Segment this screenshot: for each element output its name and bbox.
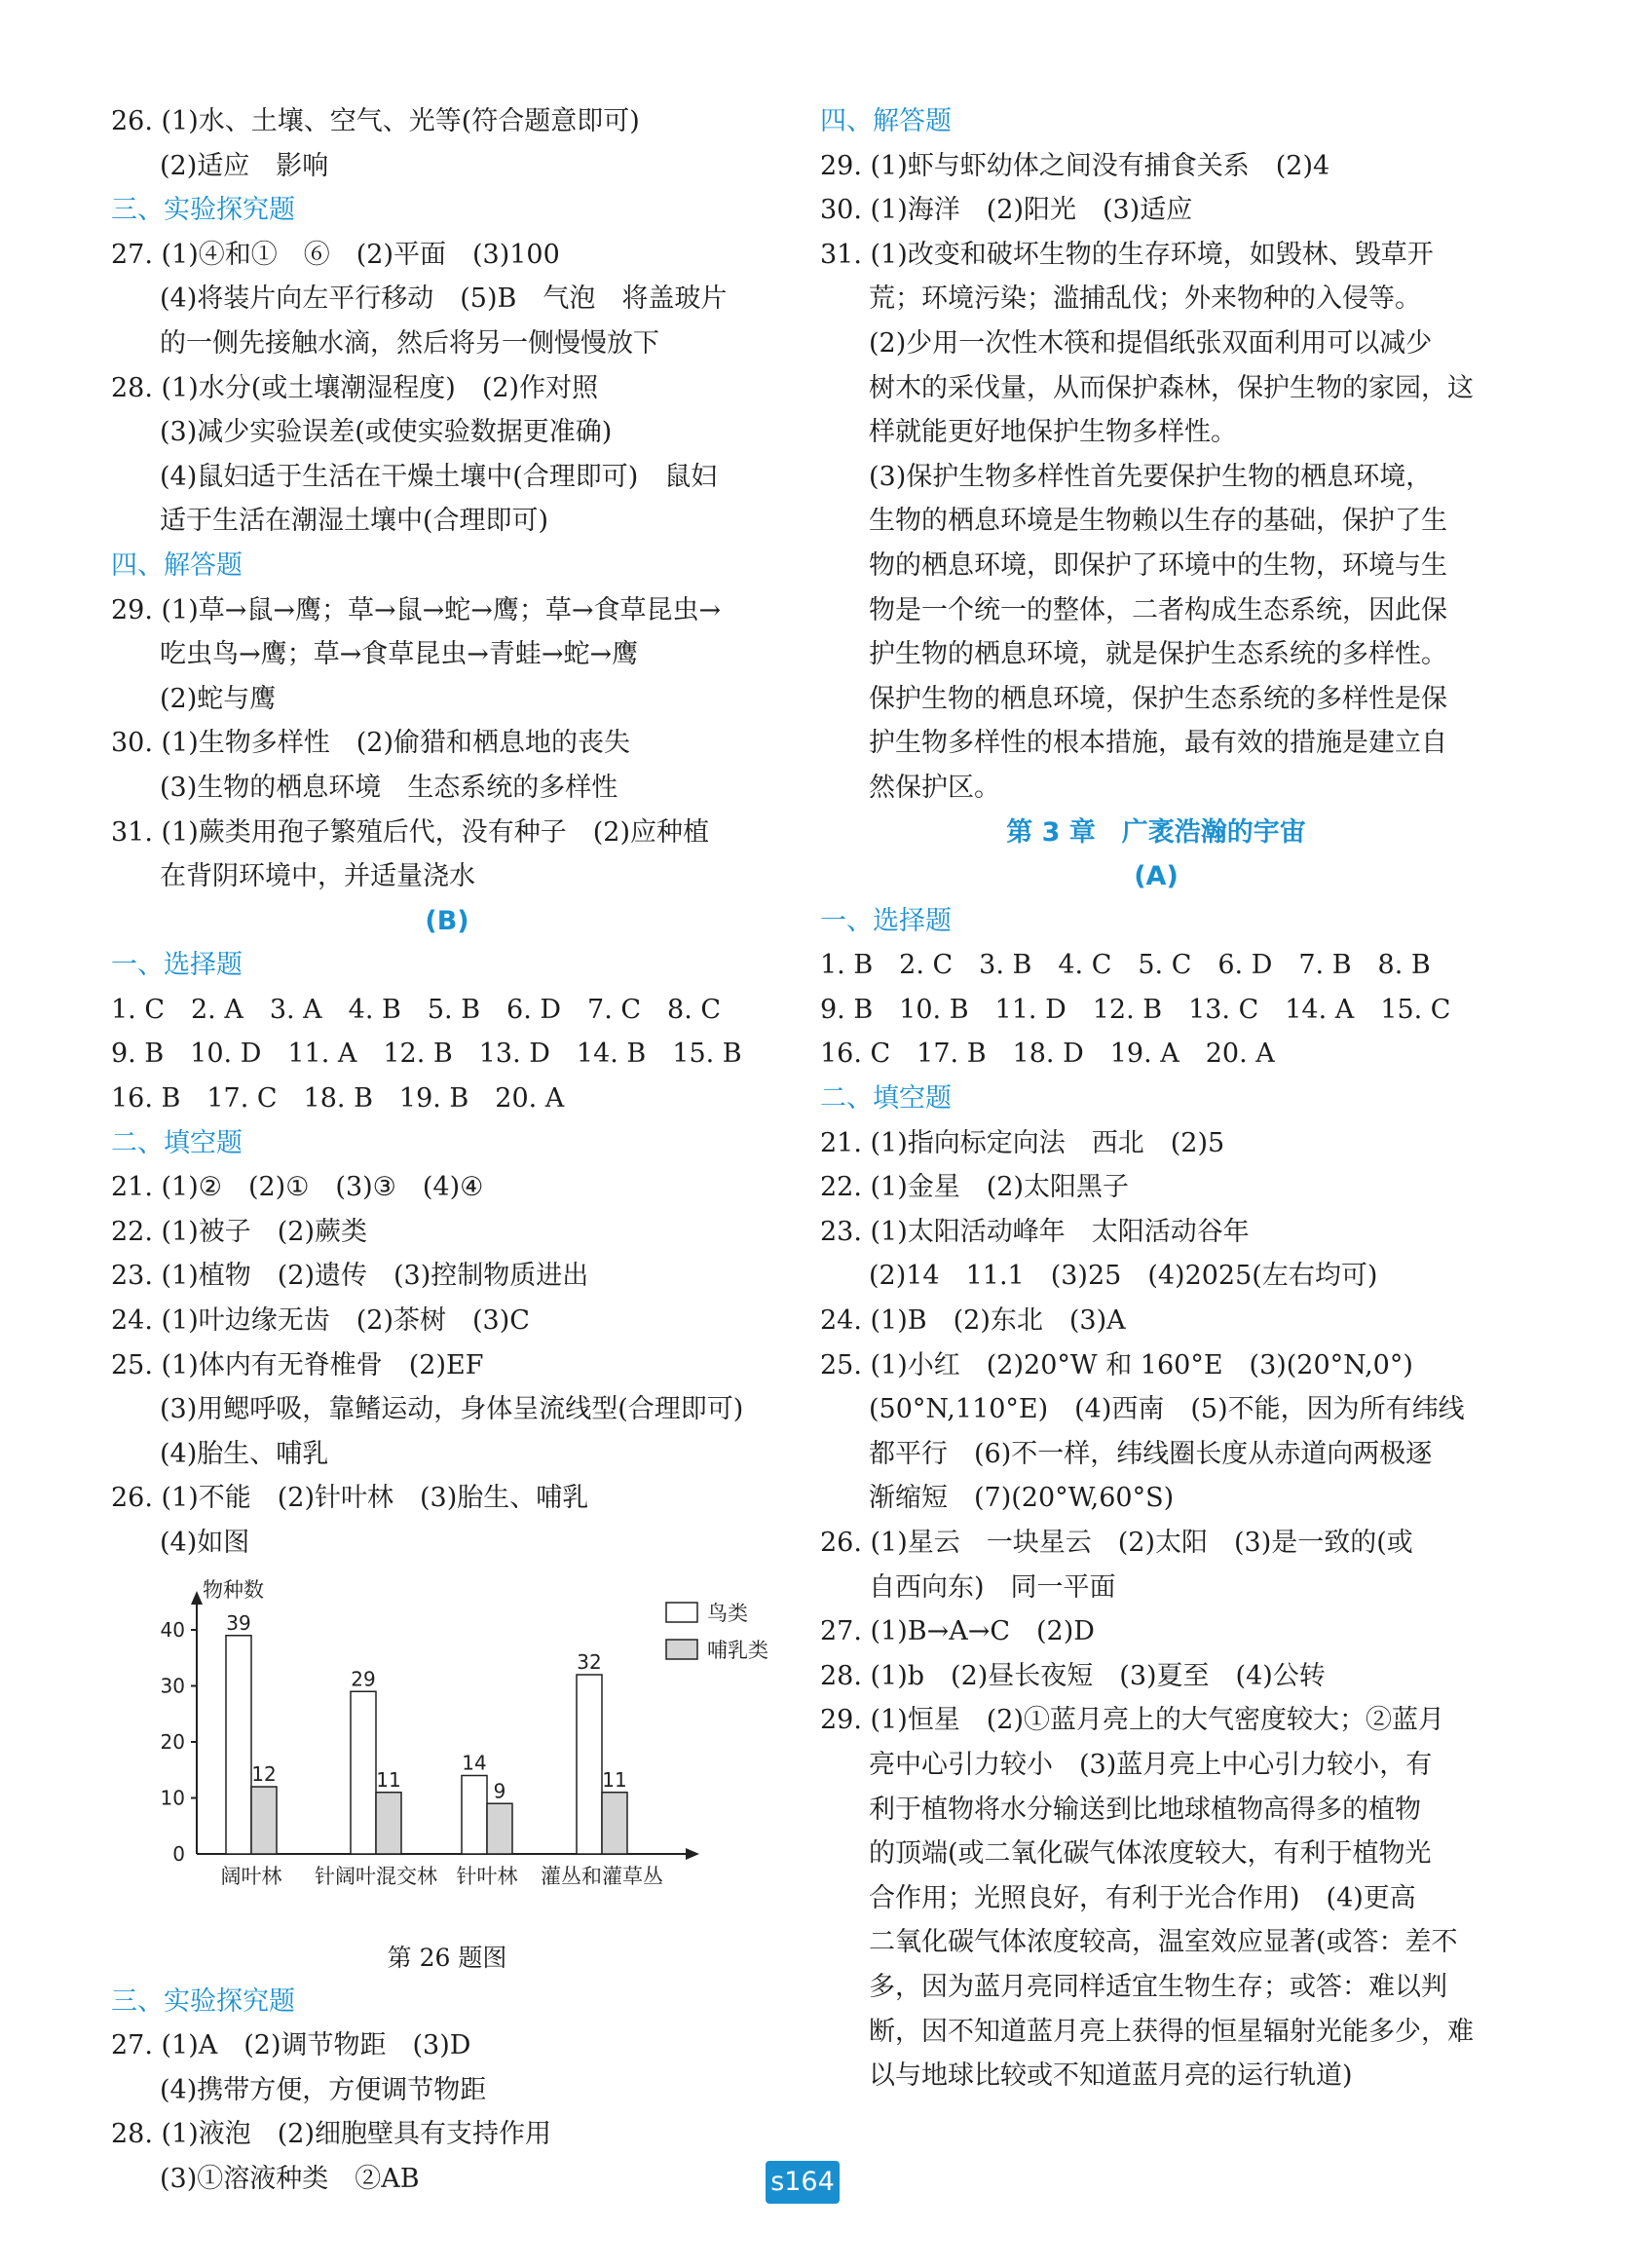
- answer-line: 利于植物将水分输送到比地球植物高得多的植物: [869, 1794, 1421, 1825]
- section-heading: 三、实验探究题: [111, 1985, 295, 2017]
- answer-line: 适于生活在潮湿土壤中(合理即可): [160, 506, 549, 537]
- y-tick-label: 20: [160, 1729, 185, 1754]
- left-answer-lines-after-chart: [111, 1980, 783, 2202]
- bar-bird: [226, 1635, 251, 1853]
- answer-line: 31. (1)改变和破坏生物的生存环境，如毁林、毁草开: [820, 239, 1434, 270]
- answer-line: (3)①溶液种类 ②AB: [160, 2163, 420, 2194]
- answer-line: 28. (1)b (2)昼长夜短 (3)夏至 (4)公转: [820, 1660, 1326, 1691]
- answer-line: 的顶端(或二氧化碳气体浓度较大，有利于植物光: [869, 1838, 1432, 1870]
- answer-line: 27. (1)④和① ⑥ (2)平面 (3)100: [111, 239, 560, 270]
- answer-line: 16. B 17. C 18. B 19. B 20. A: [111, 1083, 565, 1115]
- bar-mammal: [487, 1803, 512, 1854]
- answer-line: (4)携带方便，方便调节物距: [160, 2074, 487, 2105]
- legend-label: 哺乳类: [707, 1638, 768, 1662]
- answer-line: (4)将装片向左平行移动 (5)B 气泡 将盖玻片: [160, 284, 728, 315]
- chapter-heading: (B): [425, 905, 469, 936]
- answer-line: 23. (1)太阳活动峰年 太阳活动谷年: [820, 1216, 1250, 1247]
- answer-line: 27. (1)B→A→C (2)D: [820, 1616, 1095, 1647]
- answer-line: 21. (1)指向标定向法 西北 (2)5: [820, 1127, 1225, 1158]
- answer-line: (2)14 11.1 (3)25 (4)2025(左右均可): [869, 1261, 1378, 1292]
- section-heading: 二、填空题: [820, 1083, 952, 1115]
- chart-caption: 第 26 题图: [387, 1943, 507, 1972]
- answer-line: 样就能更好地保护生物多样性。: [869, 417, 1237, 448]
- bar-mammal: [251, 1787, 277, 1854]
- data-label: 29: [351, 1666, 376, 1690]
- answer-line: 28. (1)水分(或土壤潮湿程度) (2)作对照: [111, 372, 599, 403]
- answer-line: 保护生物的栖息环境，保护生态系统的多样性是保: [869, 683, 1447, 714]
- answer-line: (4)如图: [160, 1528, 250, 1558]
- y-tick-label: 30: [160, 1674, 185, 1698]
- answer-line: (3)保护生物多样性首先要保护生物的栖息环境，: [869, 461, 1433, 492]
- section-heading: 四、解答题: [820, 106, 952, 136]
- chapter-heading: 第 3 章 广袤浩瀚的宇宙: [1006, 816, 1306, 848]
- answer-line: 22. (1)金星 (2)太阳黑子: [820, 1172, 1130, 1203]
- answer-line: 26. (1)水、土壤、空气、光等(符合题意即可): [111, 106, 640, 136]
- bar-bird: [577, 1675, 602, 1854]
- legend-label: 鸟类: [707, 1601, 748, 1625]
- legend-swatch: [666, 1603, 697, 1622]
- answer-line: 断，因不知道蓝月亮上获得的恒星辐射光能多少，难: [869, 2016, 1474, 2047]
- answer-line: 物的栖息环境，即保护了环境中的生物，环境与生: [869, 549, 1447, 581]
- answer-line: 24. (1)B (2)东北 (3)A: [820, 1305, 1126, 1337]
- bar-bird: [462, 1775, 487, 1854]
- answer-line: 荒；环境污染；滥捕乱伐；外来物种的入侵等。: [869, 284, 1421, 315]
- bar-mammal: [602, 1792, 627, 1853]
- answer-line: (4)鼠妇适于生活在干燥土壤中(合理即可) 鼠妇: [160, 461, 718, 492]
- answer-line: 29. (1)恒星 (2)①蓝月亮上的大气密度较大；②蓝月: [820, 1705, 1445, 1736]
- answer-line: 22. (1)被子 (2)蕨类: [111, 1216, 368, 1247]
- answer-line: (4)胎生、哺乳: [160, 1438, 329, 1469]
- data-label: 32: [577, 1649, 602, 1674]
- answer-line: 30. (1)生物多样性 (2)偷猎和栖息地的丧失: [111, 728, 631, 759]
- answer-line: 然保护区。: [869, 772, 1000, 803]
- section-heading: 三、实验探究题: [111, 195, 295, 226]
- y-tick-label: 40: [160, 1617, 185, 1642]
- answer-line: 25. (1)体内有无脊椎骨 (2)EF: [111, 1349, 484, 1380]
- chart-svg: [111, 1566, 783, 1936]
- answer-line: 树木的采伐量，从而保护森林，保护生物的家园，这: [869, 372, 1474, 403]
- y-tick-label: 0: [172, 1841, 185, 1866]
- y-tick-label: 10: [160, 1786, 185, 1810]
- answer-line: (2)少用一次性木筷和提倡纸张双面利用可以减少: [869, 327, 1433, 359]
- answer-line: 二氧化碳气体浓度较高，温室效应显著(或答：差不: [869, 1927, 1458, 1958]
- answer-line: 29. (1)草→鼠→鹰；草→鼠→蛇→鹰；草→食草昆虫→: [111, 594, 722, 625]
- right-column: [820, 99, 1492, 2098]
- answer-line: 9. B 10. D 11. A 12. B 13. D 14. B 15. B: [111, 1039, 742, 1070]
- answer-line: 生物的栖息环境是生物赖以生存的基础，保护了生: [869, 506, 1447, 537]
- answer-line: 25. (1)小红 (2)20°W 和 160°E (3)(20°N,0°): [820, 1349, 1413, 1380]
- category-label: 灌丛和灌草丛: [541, 1864, 663, 1888]
- answer-line: (3)用鳃呼吸，靠鳍运动，身体呈流线型(合理即可): [160, 1394, 744, 1425]
- data-label: 14: [462, 1751, 487, 1775]
- answer-line: 的一侧先接触水滴，然后将另一侧慢慢放下: [160, 327, 659, 359]
- answer-line: 护生物多样性的根本措施，最有效的措施是建立自: [869, 728, 1447, 759]
- answer-line: 21. (1)② (2)① (3)③ (4)④: [111, 1172, 484, 1203]
- answer-line: 31. (1)蕨类用孢子繁殖后代，没有种子 (2)应种植: [111, 816, 710, 848]
- left-column: [111, 99, 783, 2202]
- answer-line: 物是一个统一的整体，二者构成生态系统，因此保: [869, 594, 1447, 625]
- answer-line: (50°N,110°E) (4)西南 (5)不能，因为所有纬线: [869, 1394, 1465, 1425]
- answer-line: 1. B 2. C 3. B 4. C 5. C 6. D 7. B 8. B: [820, 950, 1431, 981]
- section-heading: 四、解答题: [111, 549, 243, 581]
- answer-line: 29. (1)虾与虾幼体之间没有捕食关系 (2)4: [820, 150, 1330, 181]
- answer-line: 16. C 17. B 18. D 19. A 20. A: [820, 1039, 1275, 1070]
- section-heading: 一、选择题: [111, 950, 243, 981]
- answer-line: 30. (1)海洋 (2)阳光 (3)适应: [820, 195, 1193, 226]
- answer-line: 28. (1)液泡 (2)细胞壁具有支持作用: [111, 2119, 552, 2150]
- answer-line: 渐缩短 (7)(20°W,60°S): [869, 1483, 1175, 1514]
- data-label: 12: [251, 1761, 277, 1786]
- bar-mammal: [376, 1792, 401, 1853]
- category-label: 针阔叶混交林: [315, 1864, 437, 1888]
- bar-bird: [351, 1691, 376, 1854]
- section-heading: 二、填空题: [111, 1127, 243, 1158]
- answer-line: 在背阴环境中，并适量浇水: [160, 861, 475, 892]
- y-axis-arrow: [191, 1591, 203, 1605]
- category-label: 阔叶林: [220, 1864, 282, 1888]
- answer-line: 都平行 (6)不一样，纬线圈长度从赤道向两极逐: [869, 1438, 1433, 1469]
- right-answer-lines: [820, 99, 1492, 2098]
- category-label: 针叶林: [456, 1864, 518, 1888]
- answer-line: (2)蛇与鹰: [160, 683, 277, 714]
- chapter-heading: (A): [1134, 861, 1179, 892]
- answer-line: 合作用；光照良好，有利于光合作用) (4)更高: [869, 1882, 1416, 1913]
- section-heading: 一、选择题: [820, 905, 952, 936]
- answer-line: 23. (1)植物 (2)遗传 (3)控制物质进出: [111, 1261, 589, 1292]
- answer-line: 护生物的栖息环境，就是保护生态系统的多样性。: [869, 639, 1447, 670]
- answer-line: 24. (1)叶边缘无齿 (2)茶树 (3)C: [111, 1305, 530, 1337]
- bar-chart: [111, 1566, 783, 1936]
- answer-line: 26. (1)不能 (2)针叶林 (3)胎生、哺乳: [111, 1483, 589, 1514]
- x-axis-arrow: [686, 1848, 699, 1860]
- answer-line: (2)适应 影响: [160, 150, 329, 181]
- data-label: 11: [376, 1767, 401, 1792]
- answer-line: 吃虫鸟→鹰；草→食草昆虫→青蛙→蛇→鹰: [160, 639, 639, 670]
- answer-line: 9. B 10. B 11. D 12. B 13. C 14. A 15. C: [820, 994, 1451, 1025]
- legend-swatch: [666, 1640, 697, 1659]
- y-axis-label: 物种数: [203, 1577, 264, 1602]
- data-label: 9: [493, 1778, 506, 1802]
- data-label: 39: [226, 1610, 251, 1635]
- answer-line: (3)减少实验误差(或使实验数据更准确): [160, 417, 613, 448]
- answer-line: 亮中心引力较小 (3)蓝月亮上中心引力较小，有: [869, 1749, 1433, 1780]
- data-label: 11: [602, 1767, 627, 1792]
- answer-line: 1. C 2. A 3. A 4. B 5. B 6. D 7. C 8. C: [111, 994, 722, 1025]
- answer-line: 27. (1)A (2)调节物距 (3)D: [111, 2030, 471, 2061]
- answer-line: 以与地球比较或不知道蓝月亮的运行轨道): [869, 2060, 1353, 2092]
- answer-line: (3)生物的栖息环境 生态系统的多样性: [160, 772, 618, 803]
- page-number: s164: [766, 2161, 840, 2204]
- answer-line: 多，因为蓝月亮同样适宜生物生存；或答：难以判: [869, 1971, 1447, 2002]
- answer-line: 自西向东) 同一平面: [869, 1571, 1116, 1603]
- answer-line: 26. (1)星云 一块星云 (2)太阳 (3)是一致的(或: [820, 1528, 1413, 1558]
- left-answer-lines: [111, 99, 783, 1566]
